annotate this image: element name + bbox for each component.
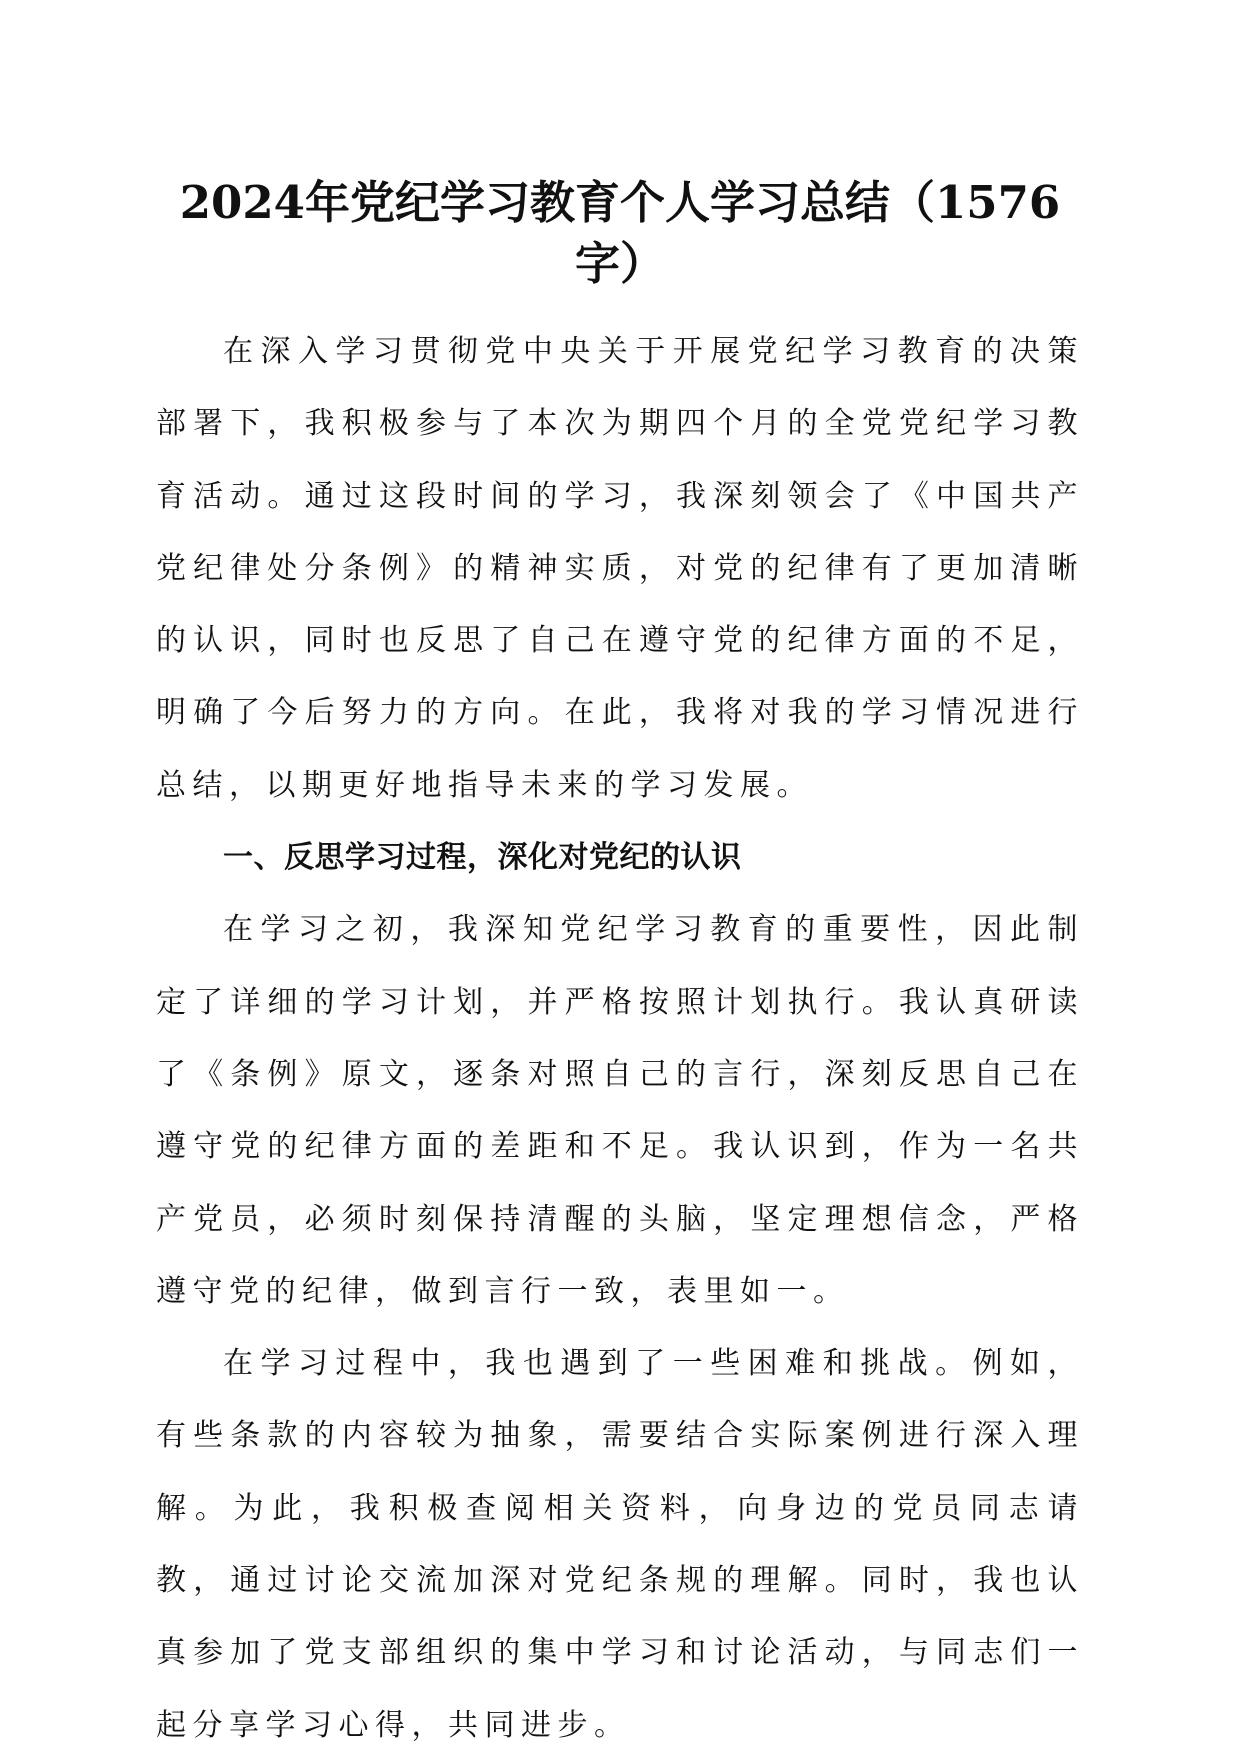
document-title: 2024年党纪学习教育个人学习总结（1576字） [179,176,1061,290]
section-heading: 一、反思学习过程，深化对党纪的认识 [223,840,742,876]
document-body [156,316,1084,1762]
intro-paragraph: 在深入学习贯彻党中央关于开展党纪学习教育的决策部署下，我积极参与了本次为期四个月的全党党纪学习教育活动。通过这段时间的学习，我深刻领会了《中国共产党纪律处分条例》的精神实质，对党的纪律有了更加清晰的认识，同时也反思了自己在遵守党的纪律方面的不足，明确了今后努力的方向。在此，我将对我的学习情况进行总结，以期更好地指导未来的学习发展。 [156,334,1084,803]
body-paragraph: 在学习过程中，我也遇到了一些困难和挑战。例如，有些条款的内容较为抽象，需要结合实际案例进行深入理解。为此，我积极查阅相关资料，向身边的党员同志请教，通过讨论交流加深对党纪条规的理解。同时，我也认真参加了党支部组织的集中学习和讨论活动，与同志们一起分享学习心得，共同进步。 [156,1346,1084,1743]
body-paragraph: 在学习之初，我深知党纪学习教育的重要性，因此制定了详细的学习计划，并严格按照计划执行。我认真研读了《条例》原文，逐条对照自己的言行，深刻反思自己在遵守党的纪律方面的差距和不足。我认识到，作为一名共产党员，必须时刻保持清醒的头脑，坚定理想信念，严格遵守党的纪律，做到言行一致，表里如一。 [156,912,1084,1309]
